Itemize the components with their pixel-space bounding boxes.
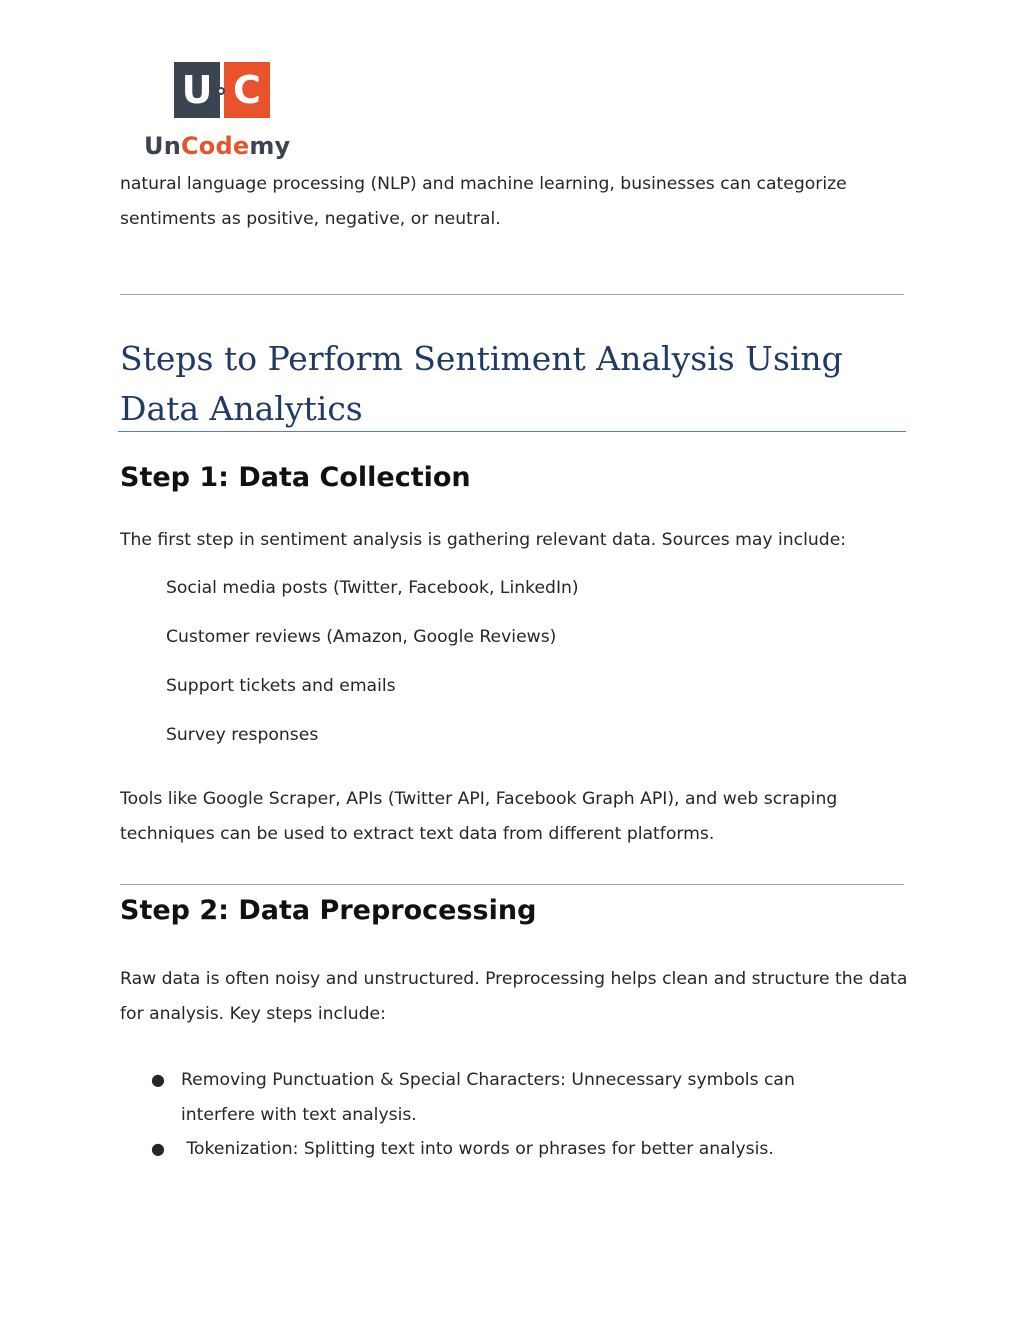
section-divider bbox=[120, 294, 904, 295]
main-heading: Steps to Perform Sentiment Analysis Using Data Analytics bbox=[120, 339, 843, 428]
section-divider bbox=[120, 884, 904, 885]
intro-paragraph: natural language processing (NLP) and machine learning, businesses can categorize sentiments as positive, negative, or neutral. bbox=[120, 174, 847, 229]
list-item: Customer reviews (Amazon, Google Reviews) bbox=[166, 627, 557, 647]
step2-heading: Step 2: Data Preprocessing bbox=[120, 895, 537, 926]
list-item: Survey responses bbox=[166, 725, 319, 745]
step1-intro: The first step in sentiment analysis is gathering relevant data. Sources may include: bbox=[120, 530, 847, 550]
logo-wordmark bbox=[144, 132, 314, 160]
step1-tools-paragraph: Tools like Google Scraper, APIs (Twitter API, Facebook Graph API), and web scraping techniques can be used to extract text data from different platforms. bbox=[120, 789, 838, 844]
logo-letter-c: C bbox=[224, 62, 270, 118]
list-item: Social media posts (Twitter, Facebook, LinkedIn) bbox=[166, 578, 579, 598]
step2-intro: Raw data is often noisy and unstructured. Preprocessing helps clean and structure the data for analysis. Key steps include: bbox=[120, 969, 908, 1024]
logo-mark bbox=[174, 62, 270, 118]
logo-word-un: Un bbox=[144, 132, 181, 160]
bullet-text: Tokenization: Splitting text into words or phrases for better analysis. bbox=[181, 1139, 774, 1159]
uncodemy-logo bbox=[144, 62, 304, 162]
logo-word-code: Code bbox=[180, 132, 250, 160]
bullet-text: Removing Punctuation & Special Characters: Unnecessary symbols can interfere with text analysis. bbox=[181, 1070, 795, 1125]
bullet-icon: ● bbox=[151, 1139, 165, 1158]
logo-dot-icon bbox=[217, 87, 225, 95]
bullet-icon: ● bbox=[151, 1070, 165, 1089]
step2-bullet-list bbox=[120, 1063, 840, 1167]
step1-source-list bbox=[166, 564, 579, 760]
logo-word-my: my bbox=[249, 132, 291, 160]
list-item bbox=[120, 1132, 840, 1167]
list-item bbox=[120, 1063, 840, 1132]
step1-heading: Step 1: Data Collection bbox=[120, 462, 471, 493]
list-item: Support tickets and emails bbox=[166, 676, 396, 696]
heading-underline bbox=[118, 431, 906, 432]
logo-letter-u: U bbox=[174, 62, 220, 118]
